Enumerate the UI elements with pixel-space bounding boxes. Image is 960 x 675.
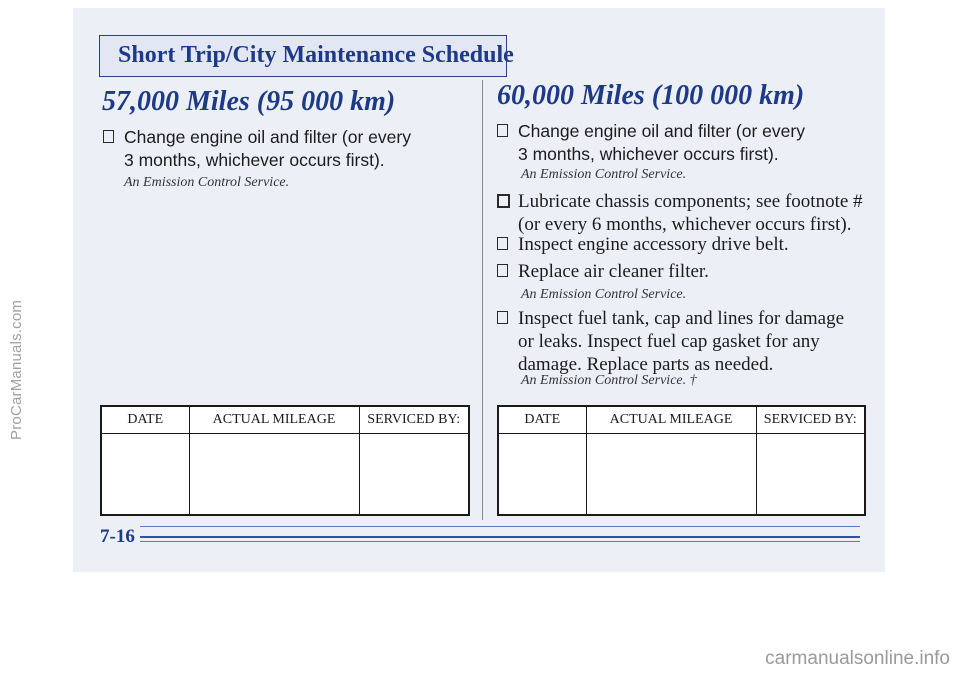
emission-note: An Emission Control Service. (521, 287, 687, 302)
serviced-by-cell[interactable] (756, 434, 865, 516)
checkbox-icon[interactable] (497, 237, 508, 250)
right-checklist-item-air-filter (497, 260, 872, 283)
item-line: 3 months, whichever occurs first). (518, 144, 779, 164)
checkbox-icon[interactable] (103, 130, 114, 143)
right-service-log-table (497, 405, 866, 516)
checkbox-icon[interactable] (497, 264, 508, 277)
footer-rule-bottom (140, 541, 860, 542)
column-header-date: DATE (101, 406, 189, 434)
log-row (101, 434, 469, 516)
page-title: Short Trip/City Maintenance Schedule (118, 42, 514, 68)
item-line: (or every 6 months, whichever occurs first). (518, 214, 852, 235)
item-line: Change engine oil and filter (or every (518, 121, 805, 141)
checkbox-icon[interactable] (497, 124, 508, 137)
right-checklist-item-fuel-tank (497, 307, 872, 376)
page-number: 7-16 (100, 526, 135, 547)
column-divider (482, 80, 483, 520)
item-line: Lubricate chassis components; see footnote # (518, 191, 863, 212)
mileage-cell[interactable] (586, 434, 756, 516)
serviced-by-cell[interactable] (359, 434, 469, 516)
item-line: or leaks. Inspect fuel cap gasket for any (518, 331, 820, 352)
mileage-cell[interactable] (189, 434, 359, 516)
side-watermark: ProCarManuals.com (8, 299, 25, 440)
item-line: Replace air cleaner filter. (518, 261, 709, 282)
left-mileage-heading: 57,000 Miles (95 000 km) (102, 86, 396, 117)
bottom-watermark: carmanualsonline.info (765, 648, 950, 669)
left-checklist-item-oil (103, 126, 473, 172)
right-mileage-heading: 60,000 Miles (100 000 km) (497, 80, 805, 111)
item-line: damage. Replace parts as needed. (518, 354, 774, 375)
column-header-serviced-by: SERVICED BY: (359, 406, 469, 434)
date-cell[interactable] (101, 434, 189, 516)
emission-note: An Emission Control Service. (124, 175, 290, 190)
log-row (498, 434, 865, 516)
right-checklist-item-lubricate (497, 190, 872, 236)
emission-note: An Emission Control Service. † (521, 373, 697, 388)
checkbox-icon[interactable] (497, 194, 510, 208)
column-header-mileage: ACTUAL MILEAGE (586, 406, 756, 434)
item-line: Inspect engine accessory drive belt. (518, 234, 789, 255)
emission-note: An Emission Control Service. (521, 167, 687, 182)
right-checklist-item-oil (497, 120, 872, 166)
item-line: Inspect fuel tank, cap and lines for damage (518, 308, 845, 329)
item-line: 3 months, whichever occurs first). (124, 150, 385, 170)
footer-rule-main (140, 536, 860, 538)
footer-rule-top (140, 526, 860, 527)
date-cell[interactable] (498, 434, 586, 516)
column-header-date: DATE (498, 406, 586, 434)
checkbox-icon[interactable] (497, 311, 508, 324)
right-checklist-item-drive-belt (497, 233, 872, 256)
column-header-serviced-by: SERVICED BY: (756, 406, 865, 434)
left-service-log-table (100, 405, 470, 516)
item-line: Change engine oil and filter (or every (124, 127, 411, 147)
column-header-mileage: ACTUAL MILEAGE (189, 406, 359, 434)
